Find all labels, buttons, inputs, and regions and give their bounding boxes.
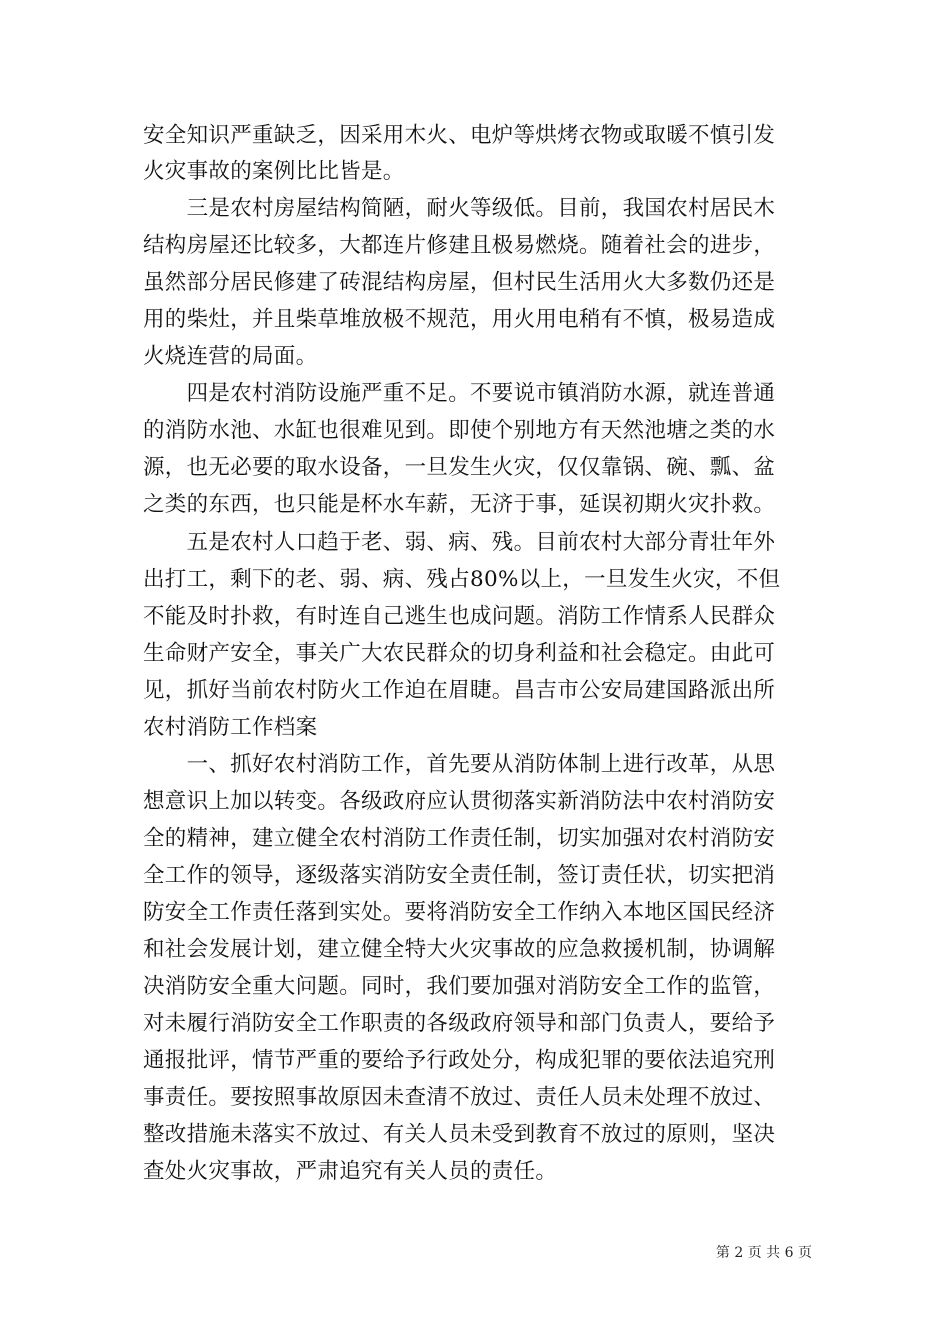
body-text-line: 和社会发展计划，建立健全特大火灾事故的应急救援机制，协调解 (143, 937, 776, 962)
body-text-line: 安全知识严重缺乏，因采用木火、电炉等烘烤衣物或取暖不慎引发 (143, 123, 776, 148)
body-text-line: 之类的东西，也只能是杯水车薪，无济于事，延误初期火灾扑救。 (143, 492, 776, 517)
body-text-line: 对未履行消防安全工作职责的各级政府领导和部门负责人，要给予 (143, 1011, 776, 1036)
body-text-line: 事责任。要按照事故原因未查清不放过、责任人员未处理不放过、 (143, 1085, 776, 1110)
body-text-line: 四是农村消防设施严重不足。不要说市镇消防水源，就连普通 (143, 381, 776, 406)
body-text-line: 防安全工作责任落到实处。要将消防安全工作纳入本地区国民经济 (143, 900, 776, 925)
body-text-line: 想意识上加以转变。各级政府应认贯彻落实新消防法中农村消防安 (143, 789, 776, 814)
body-text-line: 见，抓好当前农村防火工作迫在眉睫。昌吉市公安局建国路派出所 (143, 678, 776, 703)
page-number-footer: 第 2 页 共 6 页 (715, 1245, 812, 1261)
body-text-line: 整改措施未落实不放过、有关人员未受到教育不放过的原则，坚决 (143, 1122, 776, 1147)
body-text-line: 虽然部分居民修建了砖混结构房屋，但村民生活用火大多数仍还是 (143, 270, 776, 295)
body-text-line: 一、抓好农村消防工作，首先要从消防体制上进行改革，从思 (143, 752, 776, 777)
body-text-line: 决消防安全重大问题。同时，我们要加强对消防安全工作的监管， (143, 974, 776, 999)
body-text-line: 查处火灾事故，严肃追究有关人员的责任。 (143, 1159, 558, 1184)
body-text-line: 火灾事故的案例比比皆是。 (143, 159, 405, 184)
body-text-line: 出打工，剩下的老、弱、病、残占80%以上，一旦发生火灾，不但 (143, 567, 781, 592)
body-text-line: 结构房屋还比较多，大都连片修建且极易燃烧。随着社会的进步， (143, 233, 776, 258)
body-text-line: 源，也无必要的取水设备，一旦发生火灾，仅仅靠锅、碗、瓢、盆 (143, 455, 776, 480)
body-text-line: 不能及时扑救，有时连自己逃生也成问题。消防工作情系人民群众 (143, 604, 776, 629)
body-text-line: 五是农村人口趋于老、弱、病、残。目前农村大部分青壮年外 (143, 530, 776, 555)
body-text-line: 的消防水池、水缸也很难见到。即使个别地方有天然池塘之类的水 (143, 418, 776, 443)
body-text-line: 农村消防工作档案 (143, 715, 318, 740)
body-text-line: 全的精神，建立健全农村消防工作责任制，切实加强对农村消防安 (143, 826, 776, 851)
body-text-line: 通报批评，情节严重的要给予行政处分，构成犯罪的要依法追究刑 (143, 1048, 776, 1073)
body-text-line: 用的柴灶，并且柴草堆放极不规范，用火用电稍有不慎，极易造成 (143, 307, 776, 332)
body-text-line: 三是农村房屋结构简陋，耐火等级低。目前，我国农村居民木 (143, 196, 776, 221)
body-text-line: 火烧连营的局面。 (143, 344, 318, 369)
body-text-line: 生命财产安全，事关广大农民群众的切身利益和社会稳定。由此可 (143, 641, 776, 666)
body-text-line: 全工作的领导，逐级落实消防安全责任制，签订责任状，切实把消 (143, 863, 776, 888)
